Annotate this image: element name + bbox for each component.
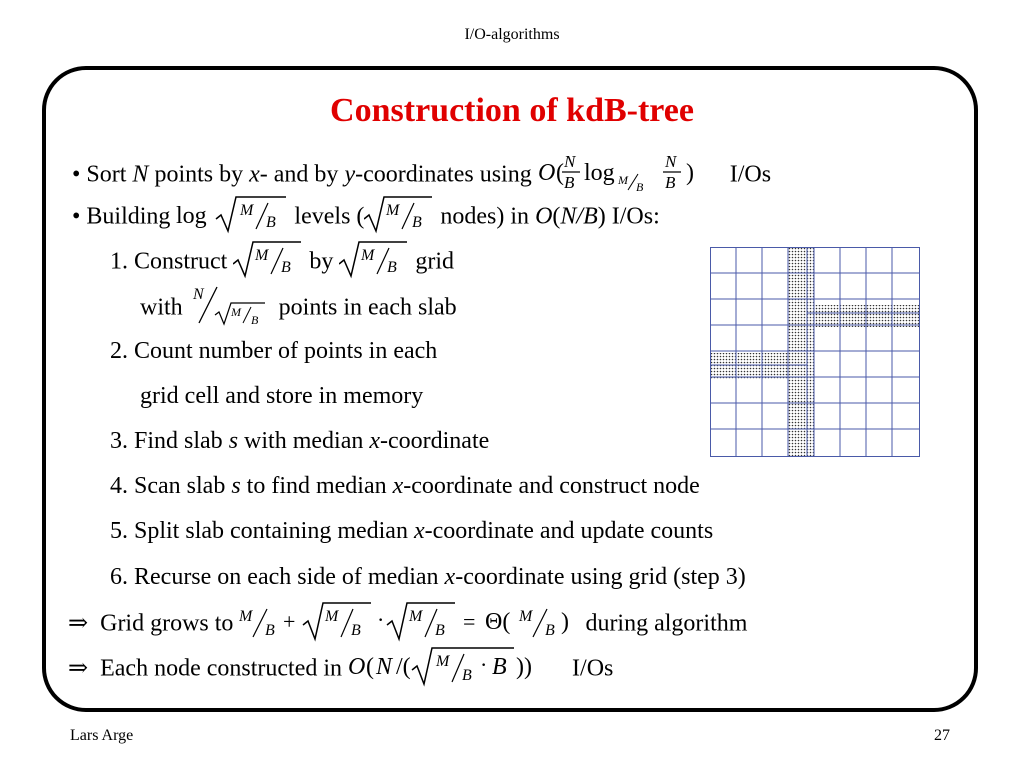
formula-sqrt-mb	[364, 193, 434, 235]
var-nb: N/B	[560, 203, 598, 230]
text: -coordinate	[380, 428, 490, 454]
svg-text:(: (	[366, 654, 375, 680]
text: 6. Recurse on each side of median	[110, 564, 445, 590]
text: with	[140, 294, 189, 321]
slide-header: I/O-algorithms	[464, 26, 560, 43]
shaded-right-slab	[807, 305, 920, 327]
svg-text:): )	[685, 160, 694, 186]
var-x: x	[249, 161, 260, 188]
svg-text:B: B	[387, 259, 398, 276]
text: -coordinate using grid (step 3)	[455, 564, 746, 590]
svg-text:M: M	[519, 608, 533, 625]
page-number: 27	[934, 727, 950, 744]
svg-text:B: B	[351, 622, 362, 639]
formula-grid-growth	[239, 599, 579, 643]
svg-text:B: B	[266, 214, 277, 231]
svg-text:)): ))	[516, 654, 533, 680]
step-1	[110, 246, 454, 280]
shaded-left-slab	[710, 353, 788, 379]
svg-text:N: N	[192, 286, 204, 303]
svg-text:log: log	[176, 203, 208, 229]
var-x: x	[413, 518, 425, 544]
svg-text:B: B	[545, 622, 556, 639]
step-3	[110, 426, 489, 456]
svg-text:M: M	[240, 202, 254, 219]
svg-text:=: =	[463, 609, 476, 634]
svg-text:N: N	[664, 152, 677, 171]
grid-illustration	[710, 247, 920, 457]
text: ) I/Os:	[597, 203, 660, 230]
bullet-marker: •	[72, 161, 81, 188]
svg-text:M: M	[386, 202, 400, 219]
svg-text:B: B	[250, 313, 259, 327]
var-s: s	[228, 428, 239, 454]
svg-text:M: M	[255, 247, 269, 264]
svg-text:B: B	[635, 180, 644, 194]
svg-text:B: B	[563, 173, 575, 192]
text: I/Os	[566, 655, 614, 682]
text: -coordinates using	[355, 161, 538, 188]
text: 1. Construct	[110, 248, 234, 275]
svg-text:M: M	[325, 608, 339, 625]
bullet-marker: •	[72, 203, 81, 230]
svg-text:M: M	[617, 173, 628, 187]
svg-text:·: ·	[377, 607, 385, 632]
step-1-cont	[140, 286, 457, 327]
formula-sort-bound	[538, 150, 724, 194]
implies-grid-grows	[68, 607, 747, 643]
svg-text:B: B	[664, 173, 676, 192]
svg-text:B: B	[412, 214, 423, 231]
svg-text:log: log	[583, 160, 615, 186]
svg-text:M: M	[230, 305, 241, 319]
text: I/Os	[723, 161, 772, 188]
step-4	[110, 471, 700, 501]
step-2	[110, 336, 437, 366]
text: 5. Split slab containing median	[110, 518, 414, 544]
var-x: x	[392, 473, 404, 499]
shaded-vertical-slab	[788, 247, 814, 457]
svg-text:(: (	[555, 160, 564, 186]
step-2-cont	[140, 381, 423, 411]
text: points in each slab	[272, 294, 457, 321]
bullet-building	[72, 201, 660, 235]
svg-text:M: M	[436, 653, 450, 670]
text: Grid grows to	[100, 610, 240, 637]
var-x: x	[369, 428, 380, 454]
svg-text:B: B	[281, 259, 292, 276]
text: -coordinate and construct node	[403, 473, 700, 499]
svg-text:/(: /(	[396, 654, 411, 680]
svg-text:·: ·	[480, 652, 488, 677]
text: Building	[86, 203, 177, 230]
implies-node-cost	[68, 652, 613, 688]
svg-text:M: M	[239, 608, 253, 625]
text: 3. Find slab	[110, 428, 229, 454]
bullet-sort	[72, 152, 772, 194]
svg-text:N: N	[376, 654, 393, 680]
text: with median	[238, 428, 370, 454]
formula-node-cost	[348, 644, 566, 688]
svg-text:O: O	[537, 160, 556, 186]
var-x: x	[444, 564, 456, 590]
svg-text:M: M	[361, 247, 375, 264]
svg-text:B: B	[462, 667, 472, 684]
text: by	[303, 248, 340, 275]
formula-log-sqrt-mb	[176, 193, 288, 235]
formula-n-over-sqrt-mb	[189, 281, 273, 327]
svg-text:O: O	[348, 654, 366, 680]
svg-text:B: B	[265, 622, 276, 639]
implies-arrow-icon: ⇒	[68, 610, 89, 637]
svg-text:Θ(: Θ(	[485, 609, 511, 635]
text: nodes) in	[434, 203, 536, 230]
text: 2. Count number of points in each	[110, 338, 438, 364]
step-6	[110, 562, 746, 592]
text: 4. Scan slab	[110, 473, 232, 499]
text: Each node constructed in	[100, 655, 349, 682]
var-y: y	[344, 161, 356, 188]
var-n: N	[132, 161, 149, 188]
footer-author: Lars Arge	[70, 727, 134, 744]
text: (	[552, 203, 561, 230]
text: - and by	[259, 161, 345, 188]
text: during algorithm	[579, 610, 748, 637]
implies-arrow-icon: ⇒	[68, 655, 89, 682]
var-s: s	[231, 473, 241, 499]
slide-title: Construction of kdB-tree	[330, 92, 694, 129]
text: to find median	[240, 473, 393, 499]
text: levels (	[288, 203, 365, 230]
text: grid	[409, 248, 454, 275]
svg-text:M: M	[409, 608, 423, 625]
formula-sqrt-mb	[233, 238, 303, 280]
formula-sqrt-mb	[339, 238, 409, 280]
text: Sort	[86, 161, 133, 188]
svg-text:+: +	[283, 609, 296, 634]
svg-text:): )	[561, 609, 570, 635]
text: grid cell and store in memory	[140, 383, 424, 409]
step-5	[110, 516, 713, 546]
svg-text:N: N	[563, 152, 576, 171]
svg-text:B: B	[435, 622, 446, 639]
var-o: O	[535, 203, 553, 230]
text: points by	[148, 161, 250, 188]
svg-text:B: B	[492, 654, 507, 680]
text: -coordinate and update counts	[424, 518, 714, 544]
